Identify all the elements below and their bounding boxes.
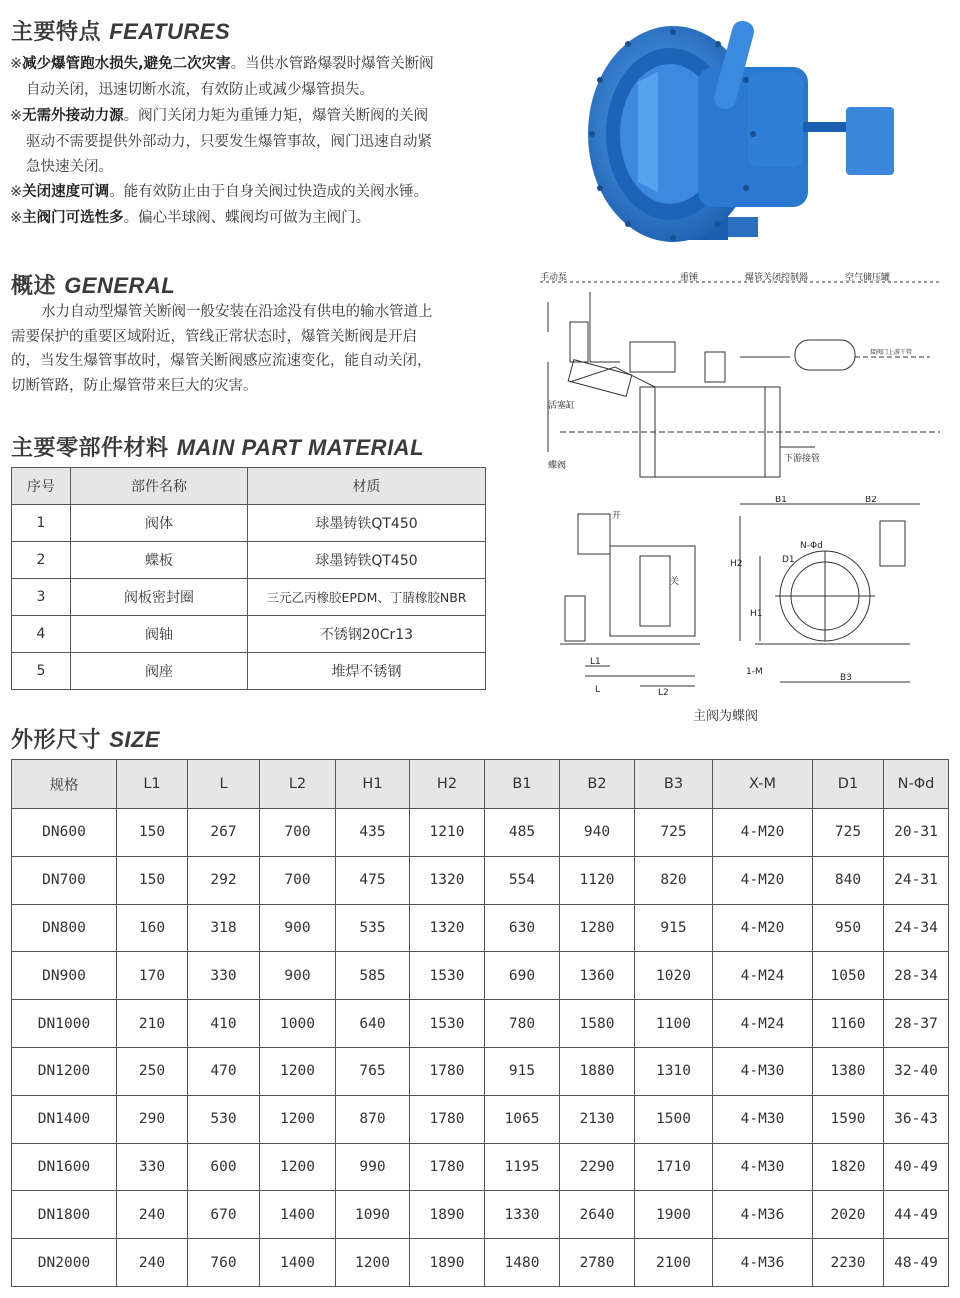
table-row [12,1239,949,1287]
table-cell: DN800 [12,904,117,952]
dim-label-b3: B3 [840,673,852,683]
label-air-tank: 空气储压罐 [845,273,891,283]
table-cell: 820 [635,856,713,904]
table-cell: 1100 [635,1000,713,1048]
hand-pump [570,322,588,362]
table-cell: 170 [117,952,188,1000]
table-cell: 250 [117,1047,188,1095]
size-col-header: X-M [713,760,813,809]
table-row [12,505,486,542]
size-col-header: B1 [485,760,560,809]
counter-weight [846,107,894,175]
features-title-en: FEATURES [109,19,231,44]
table-cell: 940 [560,809,635,857]
table-cell: 1530 [410,1000,485,1048]
table-cell: 4-M36 [713,1239,813,1287]
air-tank [795,340,855,370]
size-title [11,723,160,754]
table-row [12,1191,949,1239]
feature-item [10,179,434,205]
dim-label-nd: N-Φd [800,541,823,551]
table-cell: 1200 [260,1047,336,1095]
table-cell: 240 [117,1191,188,1239]
features-title-cn: 主要特点 [11,20,102,45]
table-cell: 1160 [813,1000,884,1048]
table-cell: 不锈钢20Cr13 [248,616,486,653]
table-cell: 4-M36 [713,1191,813,1239]
table-cell: 530 [188,1095,260,1143]
table-cell: 球墨铸铁QT450 [248,505,486,542]
table-cell: 1195 [485,1143,560,1191]
features-list [10,51,434,231]
label-open: 开 [612,511,622,521]
table-cell: 640 [336,1000,410,1048]
bullet-mark: ※ [10,56,23,72]
material-title-cn: 主要零部件材料 [11,436,169,461]
size-header-row [12,760,949,809]
table-row [12,1000,949,1048]
table-row [12,952,949,1000]
table-cell: DN600 [12,809,117,857]
table-cell: 1210 [410,809,485,857]
table-cell: 28-34 [884,952,949,1000]
piston-cylinder [568,360,632,397]
table-cell: 2020 [813,1191,884,1239]
table-cell: 24-34 [884,904,949,952]
controller-box [748,72,803,167]
dim-label-d1: D1 [782,555,795,565]
table-cell: 1780 [410,1095,485,1143]
feature-bold: 关闭速度可调 [22,184,110,200]
table-cell: 840 [813,856,884,904]
table-cell: DN2000 [12,1239,117,1287]
dim-label-h2: H2 [730,559,743,569]
material-col-header: 序号 [12,468,71,505]
table-cell: 690 [485,952,560,1000]
table-cell: 435 [336,809,410,857]
table-cell: 球墨铸铁QT450 [248,542,486,579]
feature-item [10,205,434,231]
table-cell: 700 [260,809,336,857]
table-row [12,1143,949,1191]
size-col-header: N-Φd [884,760,949,809]
table-cell: 1320 [410,856,485,904]
table-cell: 1780 [410,1047,485,1095]
material-header-row [12,468,486,505]
material-col-header: 部件名称 [71,468,248,505]
table-row [12,542,486,579]
valve-disc-edge [638,72,658,192]
size-title-cn: 外形尺寸 [11,728,102,753]
front-weight [880,521,905,566]
table-cell: 1090 [336,1191,410,1239]
table-row [12,1095,949,1143]
table-cell: 318 [188,904,260,952]
table-cell: 760 [188,1239,260,1287]
table-cell: 670 [188,1191,260,1239]
size-col-header: H2 [410,760,485,809]
size-col-header: L2 [260,760,336,809]
table-cell: 三元乙丙橡胶EPDM、丁腈橡胶NBR [248,579,486,616]
installation-schematic [530,262,950,492]
table-cell: 蝶板 [71,542,248,579]
table-cell: 1880 [560,1047,635,1095]
material-title-en: MAIN PART MATERIAL [176,435,425,460]
label-close: 关 [670,577,680,587]
table-cell: 4-M24 [713,952,813,1000]
size-col-header: L1 [117,760,188,809]
table-cell: 1890 [410,1191,485,1239]
table-row [12,1047,949,1095]
table-cell: 阀板密封圈 [71,579,248,616]
table-row [12,579,486,616]
label-butterfly: 蝶阀 [548,461,567,471]
table-cell: 4-M20 [713,809,813,857]
table-cell: 2100 [635,1239,713,1287]
label-upstream: 接阀门上游干管 [870,349,913,356]
size-title-en: SIZE [109,727,161,752]
table-cell: 210 [117,1000,188,1048]
table-cell: 1590 [813,1095,884,1143]
table-cell: 267 [188,809,260,857]
feature-text: 。当供水管路爆裂时爆管关断阀 [230,56,434,72]
general-title-en: GENERAL [64,273,176,298]
table-cell: 36-43 [884,1095,949,1143]
feature-bold: 减少爆管跑水损失,避免二次灾害 [22,56,231,72]
table-cell: 765 [336,1047,410,1095]
table-cell: 28-37 [884,1000,949,1048]
table-cell: 24-31 [884,856,949,904]
table-cell: 44-49 [884,1191,949,1239]
table-cell: 2780 [560,1239,635,1287]
table-cell: 292 [188,856,260,904]
dim-label-l: L [595,685,601,695]
dim-label-l1: L1 [590,657,601,667]
table-cell: DN1400 [12,1095,117,1143]
table-row [12,904,949,952]
table-cell: 1 [12,505,71,542]
table-cell: DN900 [12,952,117,1000]
feature-cont: 急快速关闭。 [26,159,113,175]
table-cell: 1710 [635,1143,713,1191]
dim-label-l2: L2 [658,688,669,696]
label-hand-pump: 手动泵 [540,273,568,283]
table-cell: 阀轴 [71,616,248,653]
features-title [11,15,230,46]
size-table [11,759,949,1287]
dim-label-xm: 1-M [746,667,763,677]
table-row [12,809,949,857]
side-weight [578,514,610,554]
table-cell: 150 [117,856,188,904]
table-cell: 40-49 [884,1143,949,1191]
table-cell: 485 [485,809,560,857]
feature-text: 。阀门关闭力矩为重锤力矩，爆管关断阀的关阀 [123,108,429,124]
table-cell: 2640 [560,1191,635,1239]
table-row [12,653,486,690]
controller [705,352,725,382]
table-cell: 1820 [813,1143,884,1191]
label-weight: 重锤 [680,273,699,283]
table-cell: 600 [188,1143,260,1191]
table-cell: 780 [485,1000,560,1048]
table-cell: 4 [12,616,71,653]
feature-text: 。能有效防止由于自身关阀过快造成的关阀水锤。 [109,184,429,200]
table-cell: 1380 [813,1047,884,1095]
feature-bold: 主阀门可选性多 [22,210,124,226]
table-cell: 1500 [635,1095,713,1143]
diagram-caption: 主阀为蝶阀 [693,709,759,724]
dimension-drawing [550,496,950,696]
table-cell: 475 [336,856,410,904]
table-cell: 915 [485,1047,560,1095]
feature-item [10,51,434,77]
table-cell: 630 [485,904,560,952]
table-cell: 990 [336,1143,410,1191]
table-cell: 3 [12,579,71,616]
general-title [11,269,175,300]
general-line: 需要保护的重要区域附近，管线正常状态时，爆管关断阀是开启 [11,328,417,345]
table-cell: 585 [336,952,410,1000]
general-line: 切断管路，防止爆管带来巨大的灾害。 [11,377,258,394]
table-cell: 20-31 [884,809,949,857]
table-cell: 堆焊不锈钢 [248,653,486,690]
table-cell: 阀体 [71,505,248,542]
table-cell: 32-40 [884,1047,949,1095]
pipe-pump [590,292,620,362]
table-cell: 950 [813,904,884,952]
table-cell: 4-M20 [713,904,813,952]
table-cell: 4-M30 [713,1143,813,1191]
table-cell: DN1200 [12,1047,117,1095]
bullet-mark: ※ [10,210,23,226]
table-cell: 240 [117,1239,188,1287]
table-cell: 1900 [635,1191,713,1239]
table-cell: 535 [336,904,410,952]
table-cell: 1310 [635,1047,713,1095]
label-downstream: 下游接管 [784,454,821,464]
table-cell: 330 [117,1143,188,1191]
size-col-header: D1 [813,760,884,809]
table-row [12,616,486,653]
table-cell: 1050 [813,952,884,1000]
table-cell: 725 [635,809,713,857]
dim-label-h1: H1 [750,609,763,619]
feature-bold: 无需外接动力源 [22,108,124,124]
table-cell: 290 [117,1095,188,1143]
valve-foot-right [728,217,758,237]
table-cell: 410 [188,1000,260,1048]
side-view-disc [640,556,670,626]
table-cell: 1200 [260,1095,336,1143]
table-cell: DN1000 [12,1000,117,1048]
table-cell: 1200 [260,1143,336,1191]
table-cell: 2130 [560,1095,635,1143]
table-cell: 470 [188,1047,260,1095]
table-cell: 48-49 [884,1239,949,1287]
label-controller: 爆管关闭控制器 [745,273,809,283]
weight [630,342,675,372]
dim-label-b2: B2 [865,496,877,505]
table-cell: DN1800 [12,1191,117,1239]
table-cell: 330 [188,952,260,1000]
general-line: 的，当发生爆管事故时，爆管关断阀感应流速变化，能自动关闭， [11,353,432,369]
material-title [11,431,424,462]
table-cell: 2290 [560,1143,635,1191]
table-cell: 4-M30 [713,1047,813,1095]
table-cell: 1320 [410,904,485,952]
table-cell: 4-M30 [713,1095,813,1143]
table-cell: 915 [635,904,713,952]
label-piston: 活塞缸 [548,401,576,411]
table-cell: 1280 [560,904,635,952]
table-cell: 1000 [260,1000,336,1048]
size-col-header: L [188,760,260,809]
table-cell: 阀座 [71,653,248,690]
side-pump [565,596,585,641]
table-cell: 1580 [560,1000,635,1048]
table-cell: DN700 [12,856,117,904]
table-cell: 725 [813,809,884,857]
table-cell: 900 [260,952,336,1000]
table-cell: 1400 [260,1239,336,1287]
table-cell: 1530 [410,952,485,1000]
size-col-header: B2 [560,760,635,809]
table-cell: 900 [260,904,336,952]
table-cell: 1200 [336,1239,410,1287]
feature-cont: 驱动不需要提供外部动力，只要发生爆管事故，阀门迅速自动紧 [26,134,432,150]
general-title-cn: 概述 [11,274,57,299]
table-cell: 1480 [485,1239,560,1287]
material-table [11,467,486,690]
table-cell: 160 [117,904,188,952]
size-col-header: H1 [336,760,410,809]
table-cell: 554 [485,856,560,904]
table-cell: 4-M24 [713,1000,813,1048]
material-col-header: 材质 [248,468,486,505]
general-text [11,300,486,398]
table-cell: 870 [336,1095,410,1143]
dim-label-b1: B1 [775,496,787,505]
feature-cont: 自动关闭，迅速切断水流，有效防止或减少爆管损失。 [26,82,374,98]
table-cell: 5 [12,653,71,690]
general-line: 水力自动型爆管关断阀一般安装在沿途没有供电的输水管道上 [41,304,433,320]
bullet-mark: ※ [10,184,23,200]
table-cell: 1360 [560,952,635,1000]
table-cell: DN1600 [12,1143,117,1191]
size-col-header: 规格 [12,760,117,809]
bullet-mark: ※ [10,108,23,124]
table-cell: 1890 [410,1239,485,1287]
feature-item [10,103,434,129]
valve-photo [578,12,918,252]
table-cell: 1780 [410,1143,485,1191]
table-cell: 2230 [813,1239,884,1287]
table-cell: 700 [260,856,336,904]
feature-text: 。偏心半球阀、蝶阀均可做为主阀门。 [123,210,371,226]
table-cell: 1400 [260,1191,336,1239]
table-cell: 2 [12,542,71,579]
table-cell: 1065 [485,1095,560,1143]
size-col-header: B3 [635,760,713,809]
table-cell: 150 [117,809,188,857]
table-row [12,856,949,904]
table-cell: 1120 [560,856,635,904]
table-cell: 1020 [635,952,713,1000]
table-cell: 4-M20 [713,856,813,904]
side-view-body [610,546,695,636]
table-cell: 1330 [485,1191,560,1239]
